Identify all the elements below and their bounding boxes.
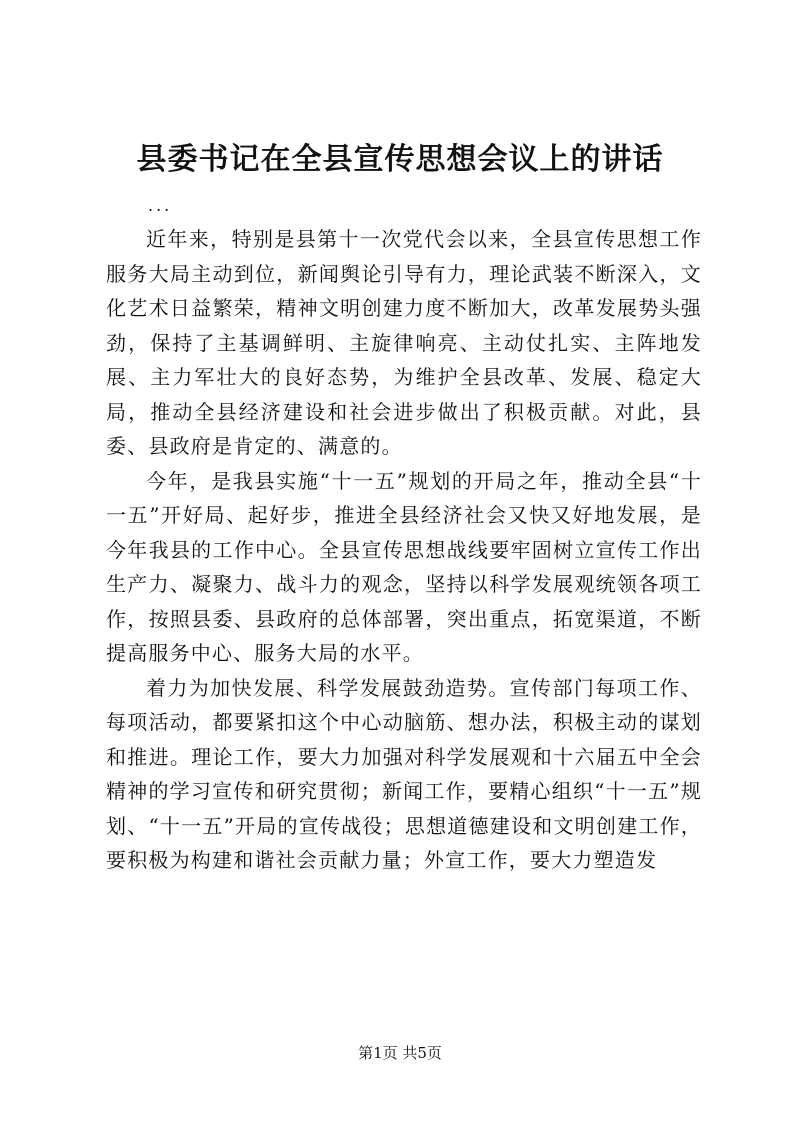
paragraph-2: 今年，是我县实施“十一五”规划的开局之年，推动全县“十一五”开好局、起好步，推进全县经济社会又快又好地发展，是今年我县的工作中心。全县宣传思想战线要牢固树立宣传工作出生产力、凝聚力、战斗力的观念，坚持以科学发展观统领各项工作，按照县委、县政府的总体部署，突出重点，拓宽渠道，不断提高服务中心、服务大局的水平。 (106, 468, 702, 665)
ellipsis-marker: ... (148, 196, 173, 215)
document-title: 县委书记在全县宣传思想会议上的讲话 (136, 142, 664, 177)
document-body (106, 222, 702, 878)
page-footer: 第1页 共5页 (358, 1044, 442, 1062)
paragraph-1: 近年来，特别是县第十一次党代会以来，全县宣传思想工作服务大局主动到位，新闻舆论引导有力，理论武装不断深入，文化艺术日益繁荣，精神文明创建力度不断加大，改革发展势头强劲，保持了主基调鲜明、主旋律响亮、主动仗扎实、主阵地发展、主力军壮大的良好态势，为维护全县改革、发展、稳定大局，推动全县经济建设和社会进步做出了积极贡献。对此，县委、县政府是肯定的、满意的。 (106, 227, 702, 458)
paragraph-3: 着力为加快发展、科学发展鼓劲造势。宣传部门每项工作、每项活动，都要紧扣这个中心动脑筋、想办法，积极主动的谋划和推进。理论工作，要大力加强对科学发展观和十六届五中全会精神的学习宣传和研究贯彻；新闻工作，要精心组织“十一五”规划、“十一五”开局的宣传战役；思想道德建设和文明创建工作，要积极为构建和谐社会贡献力量；外宣工作，要大力塑造发 (106, 675, 702, 872)
